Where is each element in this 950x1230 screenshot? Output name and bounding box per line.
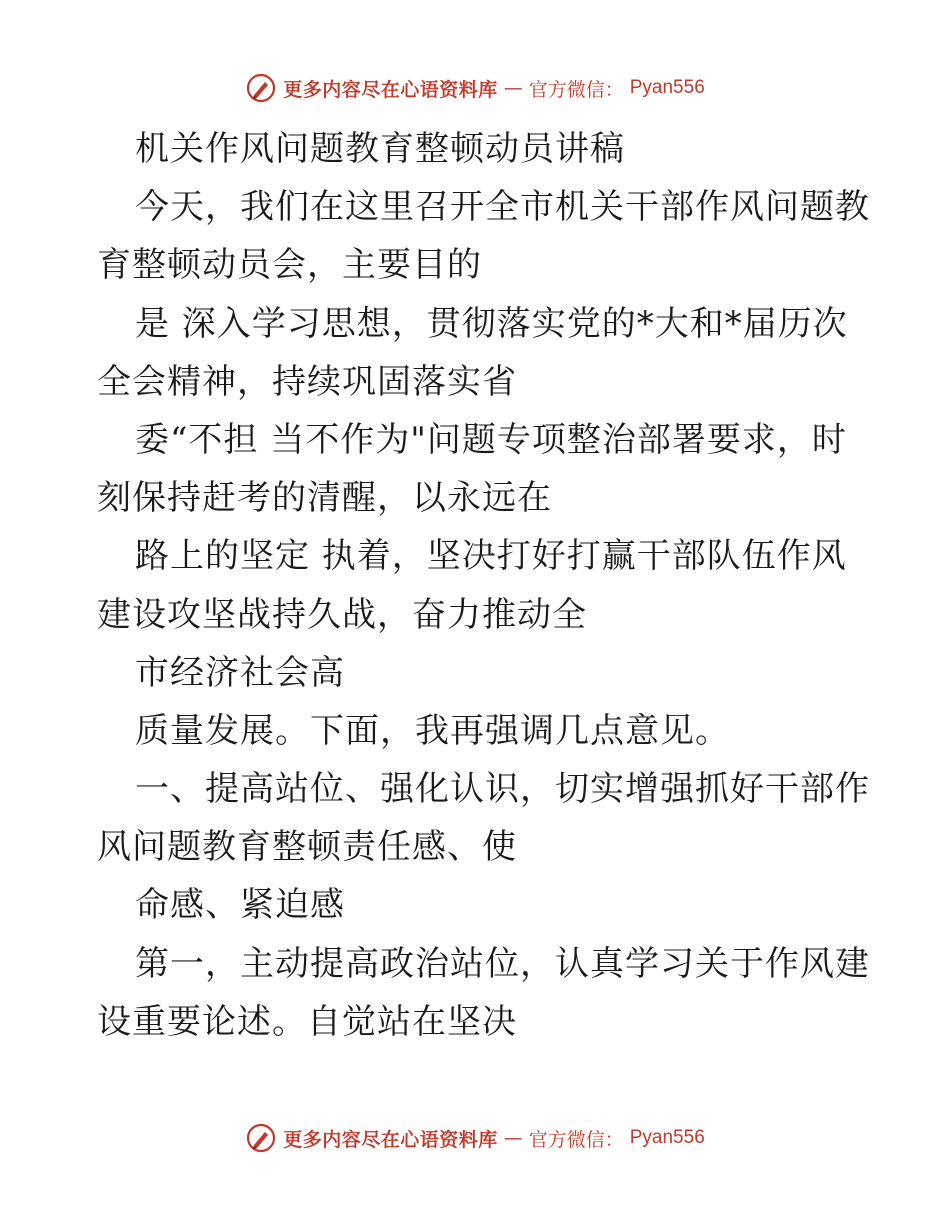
text-line: 全会精神，持续巩固落实省 <box>97 361 517 402</box>
text-line: 委“不担 当不作为"问题专项整治部署要求，时 <box>135 419 847 460</box>
footer-watermark <box>0 1122 950 1154</box>
watermark-wechat-id: Pyan556 <box>629 1127 705 1148</box>
watermark-brand: 更多内容尽在心语资料库 <box>283 1128 498 1151</box>
text-line: 设重要论述。自觉站在坚决 <box>97 1001 517 1042</box>
pen-logo-icon <box>245 1122 277 1154</box>
watermark-dash: — <box>503 1127 523 1149</box>
text-line: 建设攻坚战持久战，奋力推动全 <box>97 594 587 635</box>
text-line: 育整顿动员会，主要目的 <box>97 245 482 286</box>
text-line: 路上的坚定 执着，坚决打好打赢干部队伍作风 <box>135 536 847 577</box>
watermark-dash: — <box>503 77 523 99</box>
text-line: 一、提高站位、强化认识，切实增强抓好干部作 <box>135 769 870 810</box>
text-line: 今天，我们在这里召开全市机关干部作风问题教 <box>135 187 870 228</box>
text-line: 命感、紧迫感 <box>135 885 345 926</box>
pen-logo-icon <box>245 72 277 104</box>
text-line: 质量发展。下面，我再强调几点意见。 <box>135 710 730 751</box>
text-line: 风问题教育整顿责任感、使 <box>97 827 517 868</box>
text-line: 刻保持赶考的清醒，以永远在 <box>97 478 552 519</box>
text-line: 市经济社会高 <box>135 652 345 693</box>
watermark-brand: 更多内容尽在心语资料库 <box>283 78 498 101</box>
text-line: 第一，主动提高政治站位，认真学习关于作风建 <box>135 943 870 984</box>
watermark-wechat-id: Pyan556 <box>629 77 705 98</box>
header-watermark <box>0 72 950 104</box>
text-line: 是 深入学习思想，贯彻落实党的*大和*届历次 <box>135 303 848 344</box>
watermark-wechat-label: 官方微信： <box>528 78 624 101</box>
watermark-wechat-label: 官方微信： <box>528 1128 624 1151</box>
document-body <box>97 120 870 1051</box>
document-title: 机关作风问题教育整顿动员讲稿 <box>135 129 625 169</box>
